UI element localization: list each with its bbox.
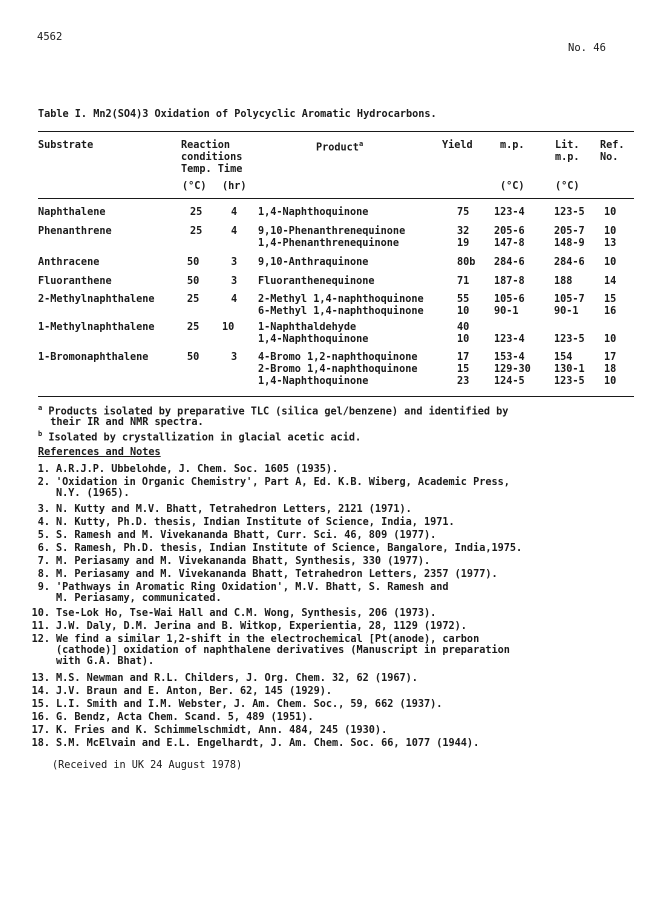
- ref-cell: 17 18 10: [604, 352, 617, 387]
- mp-cell: 284-6: [494, 257, 525, 268]
- reference-item: 15. L.I. Smith and I.M. Webster, J. Am. Chem. Soc., 59, 662 (1937).: [31, 699, 443, 710]
- ref-cell: 10: [604, 207, 617, 218]
- reference-item: 17. K. Fries and K. Schimmelschmidt, Ann. 484, 245 (1930).: [31, 725, 388, 736]
- product-cell: 9,10-Phenanthrenequinone 1,4-Phenanthrenequinone: [258, 226, 406, 249]
- ref-cell: 10: [604, 257, 617, 268]
- product-cell: 2-Methyl 1,4-naphthoquinone 6-Methyl 1,4-naphthoquinone: [258, 294, 424, 317]
- substrate-cell: 1-Bromonaphthalene: [38, 352, 149, 363]
- lit-cell: 105-7 90-1: [554, 294, 585, 317]
- reference-item: 13. M.S. Newman and R.L. Childers, J. Org. Chem. 32, 62 (1967).: [31, 673, 418, 684]
- header-lit-unit: (°C): [555, 181, 580, 192]
- mp-cell: 187-8: [494, 276, 525, 287]
- substrate-cell: Phenanthrene: [38, 226, 112, 237]
- header-time-unit: (hr): [222, 181, 247, 192]
- mp-cell: 123-4: [494, 207, 525, 218]
- reference-item: 8. M. Periasamy and M. Vivekananda Bhatt, Tetrahedron Letters, 2357 (1977).: [37, 569, 498, 580]
- product-cell: 9,10-Anthraquinone: [258, 257, 369, 268]
- reference-item: 2. 'Oxidation in Organic Chemistry', Part A, Ed. K.B. Wiberg, Academic Press, N.Y. (1965).: [37, 477, 510, 499]
- ref-cell: 14: [604, 276, 617, 287]
- mp-cell: 123-4: [494, 334, 525, 345]
- table-top-rule: [38, 131, 634, 132]
- reference-item: 11. J.W. Daly, D.M. Jerina and B. Witkop, Experientia, 28, 1129 (1972).: [31, 621, 467, 632]
- product-cell: 1,4-Naphthoquinone: [258, 207, 369, 218]
- reference-item: 16. G. Bendz, Acta Chem. Scand. 5, 489 (1951).: [31, 712, 314, 723]
- time-cell: 10: [222, 322, 235, 333]
- temp-cell: 25: [187, 322, 200, 333]
- table-header-rule: [38, 198, 634, 199]
- lit-cell: 123-5: [554, 207, 585, 218]
- ref-cell: 10 13: [604, 226, 617, 249]
- header-conditions: Reaction conditions Temp. Time: [181, 140, 243, 175]
- received-date: (Received in UK 24 August 1978): [52, 760, 243, 771]
- reference-item: 5. S. Ramesh and M. Vivekananda Bhatt, Curr. Sci. 46, 809 (1977).: [37, 530, 437, 541]
- footnote-a: $^a$ Products isolated by preparative TLC (silica gel/benzene) and identified by their IR and NMR spectra.: [38, 404, 509, 429]
- ref-cell: 15 16: [604, 294, 617, 317]
- temp-cell: 25: [190, 207, 203, 218]
- reference-item: 1. A.R.J.P. Ubbelohde, J. Chem. Soc. 1605 (1935).: [37, 464, 339, 475]
- references-heading: References and Notes: [38, 447, 161, 458]
- time-cell: 4: [231, 294, 238, 305]
- header-product: Product$^a$: [316, 140, 364, 154]
- header-ref: Ref. No.: [600, 140, 625, 163]
- yield-cell: 80b: [457, 257, 476, 268]
- lit-cell: 188: [554, 276, 573, 287]
- lit-cell: 154 130-1 123-5: [554, 352, 585, 387]
- lit-cell: 284-6: [554, 257, 585, 268]
- reference-item: 9. 'Pathways in Aromatic Ring Oxidation', M.V. Bhatt, S. Ramesh and M. Periasamy, communicated.: [37, 582, 449, 604]
- reference-item: 10. Tse-Lok Ho, Tse-Wai Hall and C.M. Wong, Synthesis, 206 (1973).: [31, 608, 437, 619]
- substrate-cell: 2-Methylnaphthalene: [38, 294, 155, 305]
- mp-cell: 205-6 147-8: [494, 226, 525, 249]
- time-cell: 4: [231, 207, 238, 218]
- reference-item: 18. S.M. McElvain and E.L. Engelhardt, J. Am. Chem. Soc. 66, 1077 (1944).: [31, 738, 480, 749]
- header-temp-unit: (°C): [182, 181, 207, 192]
- header-substrate: Substrate: [38, 140, 94, 151]
- footnote-b: $^b$ Isolated by crystallization in glacial acetic acid.: [38, 430, 362, 444]
- reference-item: 3. N. Kutty and M.V. Bhatt, Tetrahedron Letters, 2121 (1971).: [37, 504, 412, 515]
- reference-item: 4. N. Kutty, Ph.D. thesis, Indian Institute of Science, India, 1971.: [37, 517, 455, 528]
- mp-cell: 153-4 129-30 124-5: [494, 352, 531, 387]
- header-yield: Yield: [442, 140, 473, 151]
- issue-number: No. 46: [568, 42, 606, 54]
- yield-cell: 75: [457, 207, 470, 218]
- temp-cell: 25: [187, 294, 200, 305]
- substrate-cell: Anthracene: [38, 257, 100, 268]
- time-cell: 3: [231, 352, 238, 363]
- temp-cell: 50: [187, 352, 200, 363]
- table-bottom-rule: [38, 396, 634, 397]
- substrate-cell: 1-Methylnaphthalene: [38, 322, 155, 333]
- lit-cell: 123-5: [554, 334, 585, 345]
- reference-item: 12. We find a similar 1,2-shift in the electrochemical [Pt(anode), carbon (cathode)] oxidation of naphthalene derivatives (Manuscript in preparation with G.A. Bhat).: [31, 634, 510, 667]
- header-lit: Lit. m.p.: [555, 140, 580, 163]
- mp-cell: 105-6 90-1: [494, 294, 525, 317]
- substrate-cell: Fluoranthene: [38, 276, 112, 287]
- product-cell: Fluoranthenequinone: [258, 276, 375, 287]
- header-mp: m.p.: [500, 140, 525, 151]
- yield-cell: 32 19: [457, 226, 470, 249]
- time-cell: 3: [231, 257, 238, 268]
- reference-item: 6. S. Ramesh, Ph.D. thesis, Indian Institute of Science, Bangalore, India,1975.: [37, 543, 523, 554]
- time-cell: 3: [231, 276, 238, 287]
- lit-cell: 205-7 148-9: [554, 226, 585, 249]
- yield-cell: 17 15 23: [457, 352, 470, 387]
- time-cell: 4: [231, 226, 238, 237]
- page-number: 4562: [37, 31, 63, 43]
- reference-item: 7. M. Periasamy and M. Vivekananda Bhatt, Synthesis, 330 (1977).: [37, 556, 431, 567]
- reference-item: 14. J.V. Braun and E. Anton, Ber. 62, 145 (1929).: [31, 686, 333, 697]
- product-cell: 1-Naphthaldehyde 1,4-Naphthoquinone: [258, 322, 369, 345]
- product-cell: 4-Bromo 1,2-naphthoquinone 2-Bromo 1,4-naphthoquinone 1,4-Naphthoquinone: [258, 352, 418, 387]
- substrate-cell: Naphthalene: [38, 207, 106, 218]
- temp-cell: 50: [187, 257, 200, 268]
- ref-cell: 10: [604, 334, 617, 345]
- table-caption: Table I. Mn2(SO4)3 Oxidation of Polycyclic Aromatic Hydrocarbons.: [38, 109, 437, 120]
- yield-cell: 55 10: [457, 294, 470, 317]
- temp-cell: 50: [187, 276, 200, 287]
- yield-cell: 40 10: [457, 322, 470, 345]
- temp-cell: 25: [190, 226, 203, 237]
- header-mp-unit: (°C): [500, 181, 525, 192]
- yield-cell: 71: [457, 276, 470, 287]
